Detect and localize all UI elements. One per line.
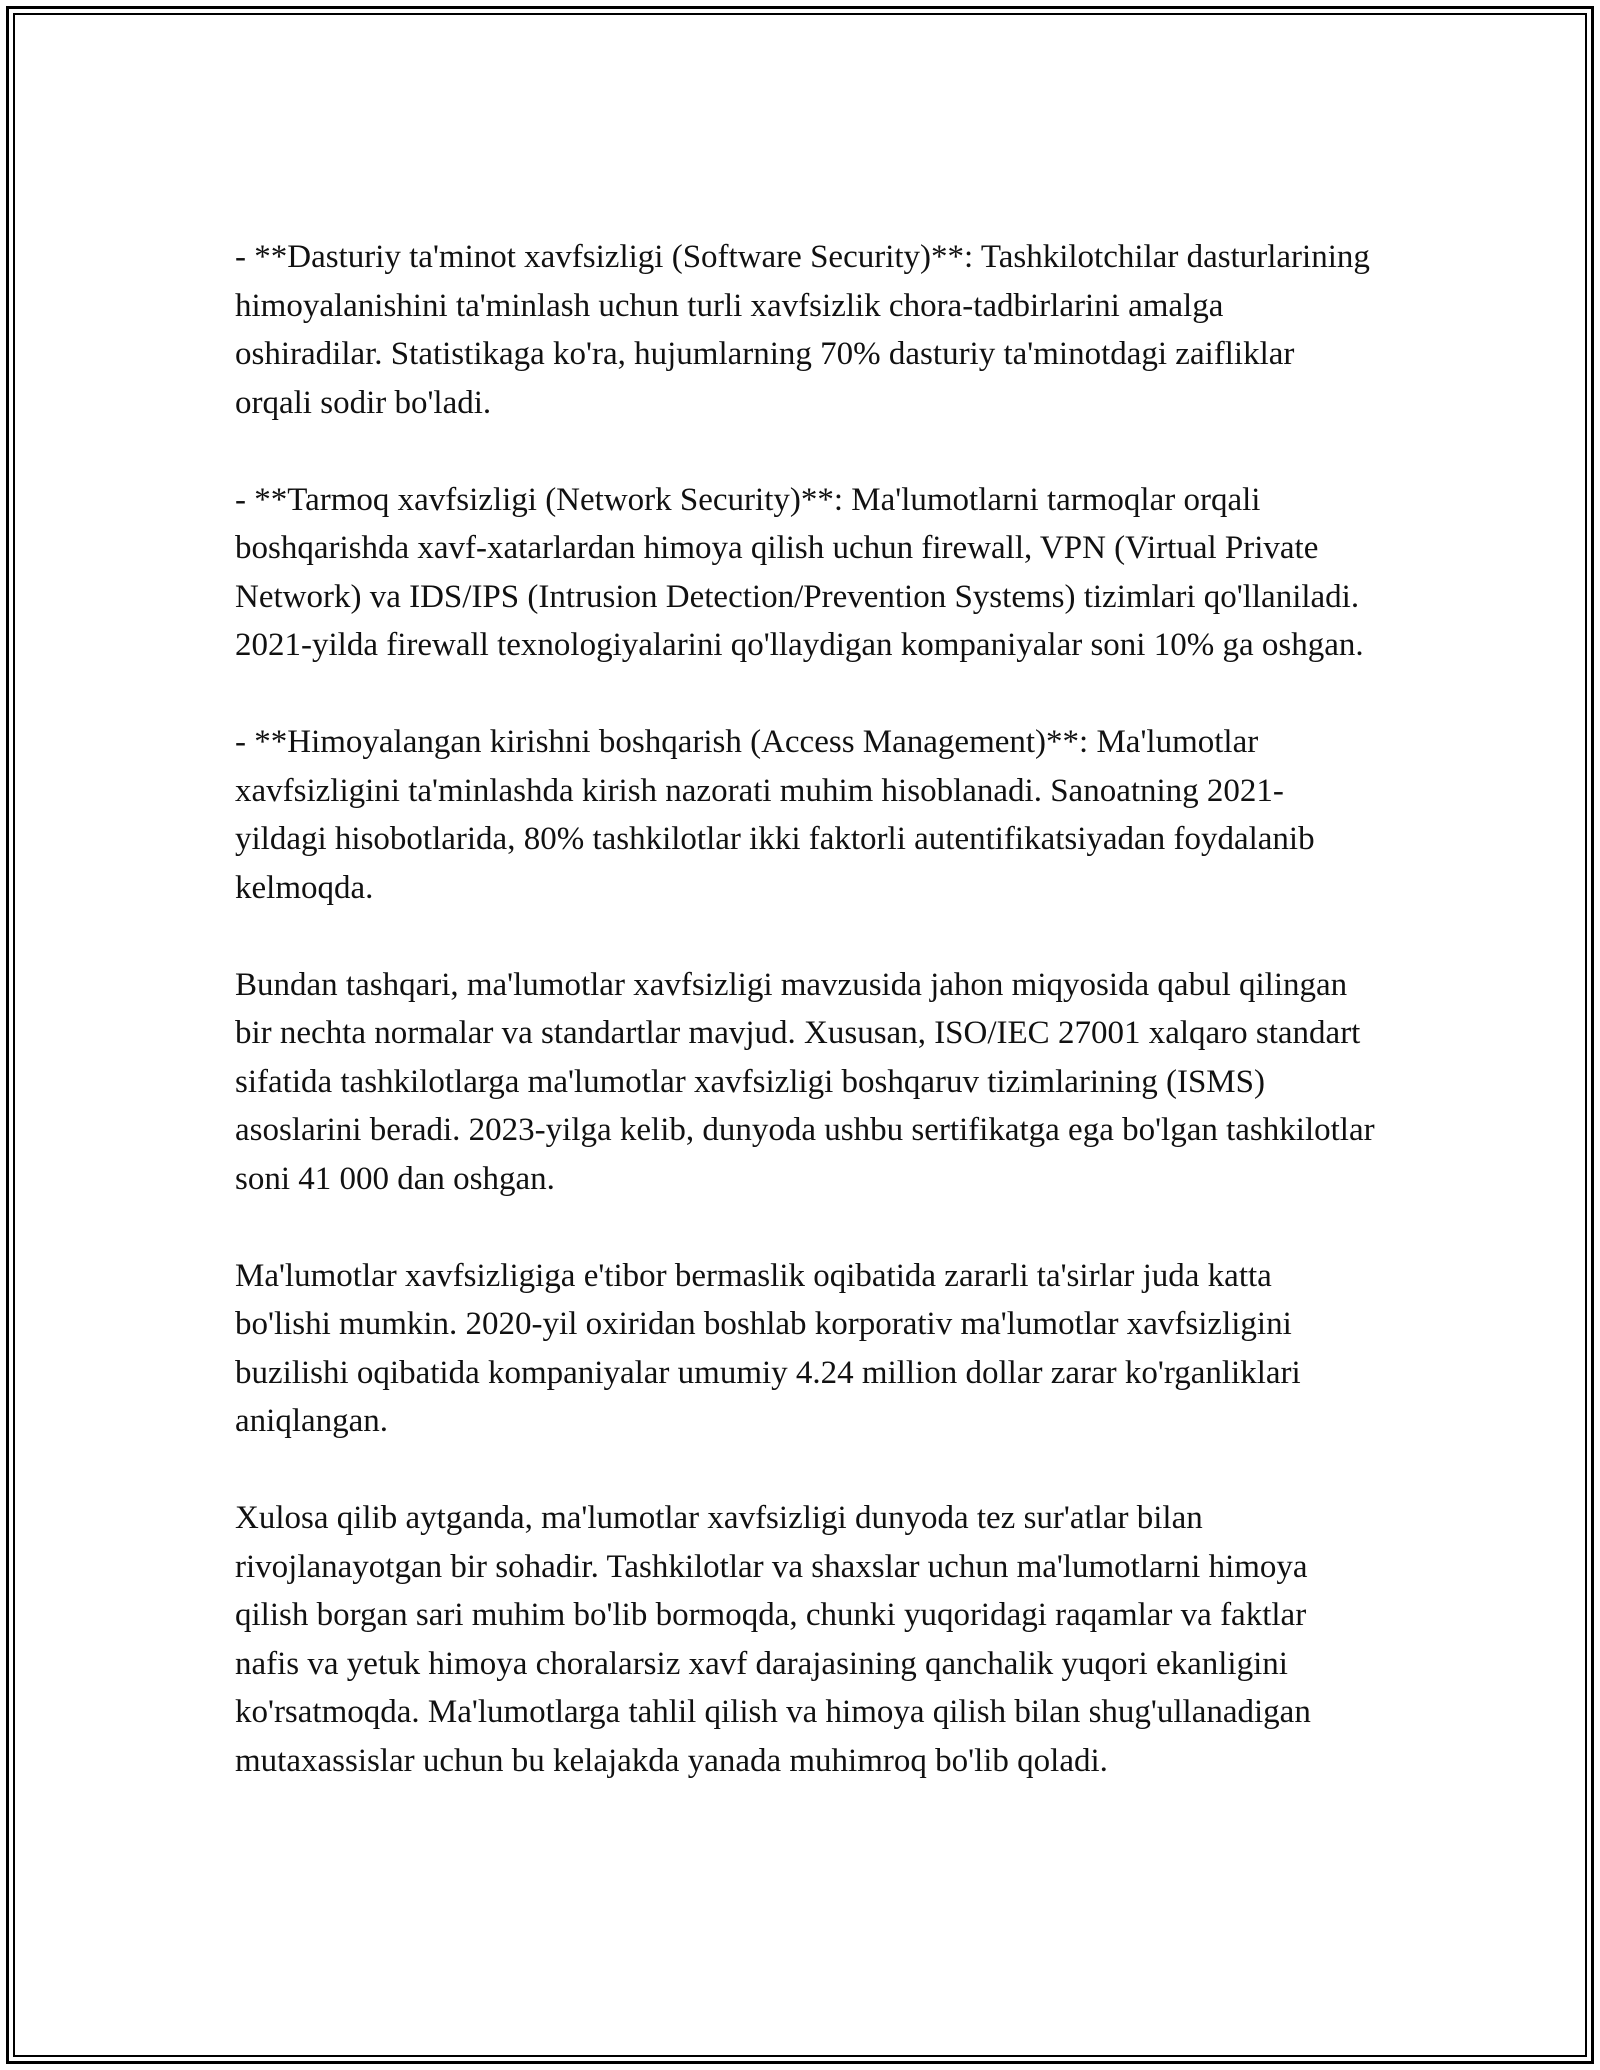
paragraph-conclusion: Xulosa qilib aytganda, ma'lumotlar xavfsizligi dunyoda tez sur'atlar bilan rivojlanayotgan bir sohadir. Tashkilotlar va shaxslar uchun ma'lumotlarni himoya qilish borgan sari muhim bo'lib bormoqda, chunki yuqoridagi raqamlar va faktlar nafis va yetuk himoya choralarsiz xavf darajasining qanchalik yuqori ekanligini ko'rsatmoqda. Ma'lumotlarga tahlil qilish va himoya qilish bilan shug'ullanadigan mutaxassislar uchun bu kelajakda yanada muhimroq bo'lib qoladi. bbox=[235, 1500, 1311, 1779]
paragraph-standards: Bundan tashqari, ma'lumotlar xavfsizligi mavzusida jahon miqyosida qabul qilingan bir nechta normalar va standartlar mavjud. Xususan, ISO/IEC 27001 xalqaro standart sifatida tashkilotlarga ma'lumotlar xavfsizligi boshqaruv tizimlarining (ISMS) asoslarini beradi. 2023-yilga kelib, dunyoda ushbu sertifikatga ega bo'lgan tashkilotlar soni 41 000 dan oshgan. bbox=[235, 966, 1375, 1197]
paragraph-software-security: - **Dasturiy ta'minot xavfsizligi (Software Security)**: Tashkilotchilar dasturlarining himoyalanishini ta'minlash uchun turli xavfsizlik chora-tadbirlarini amalga oshiradilar. Statistikaga ko'ra, hujumlarning 70% dasturiy ta'minotdagi zaifliklar orqali sodir bo'ladi. bbox=[235, 239, 1370, 421]
paragraph-network-security: - **Tarmoq xavfsizligi (Network Security)**: Ma'lumotlarni tarmoqlar orqali boshqarishda xavf-xatarlardan himoya qilish uchun firewall, VPN (Virtual Private Network) va IDS/IPS (Intrusion Detection/Prevention Systems) tizimlari qo'llaniladi. 2021-yilda firewall texnologiyalarini qo'llaydigan kompaniyalar soni 10% ga oshgan. bbox=[235, 481, 1364, 663]
document-body bbox=[235, 233, 1375, 1785]
paragraph-consequences: Ma'lumotlar xavfsizligiga e'tibor bermaslik oqibatida zararli ta'sirlar juda katta bo'lishi mumkin. 2020-yil oxiridan boshlab korporativ ma'lumotlar xavfsizligini buzilishi oqibatida kompaniyalar umumiy 4.24 million dollar zarar ko'rganliklari aniqlangan. bbox=[235, 1257, 1301, 1439]
paragraph-access-management: - **Himoyalangan kirishni boshqarish (Access Management)**: Ma'lumotlar xavfsizligini ta'minlashda kirish nazorati muhim hisoblanadi. Sanoatning 2021-yildagi hisobotlarida, 80% tashkilotlar ikki faktorli autentifikatsiyadan foydalanib kelmoqda. bbox=[235, 724, 1315, 906]
